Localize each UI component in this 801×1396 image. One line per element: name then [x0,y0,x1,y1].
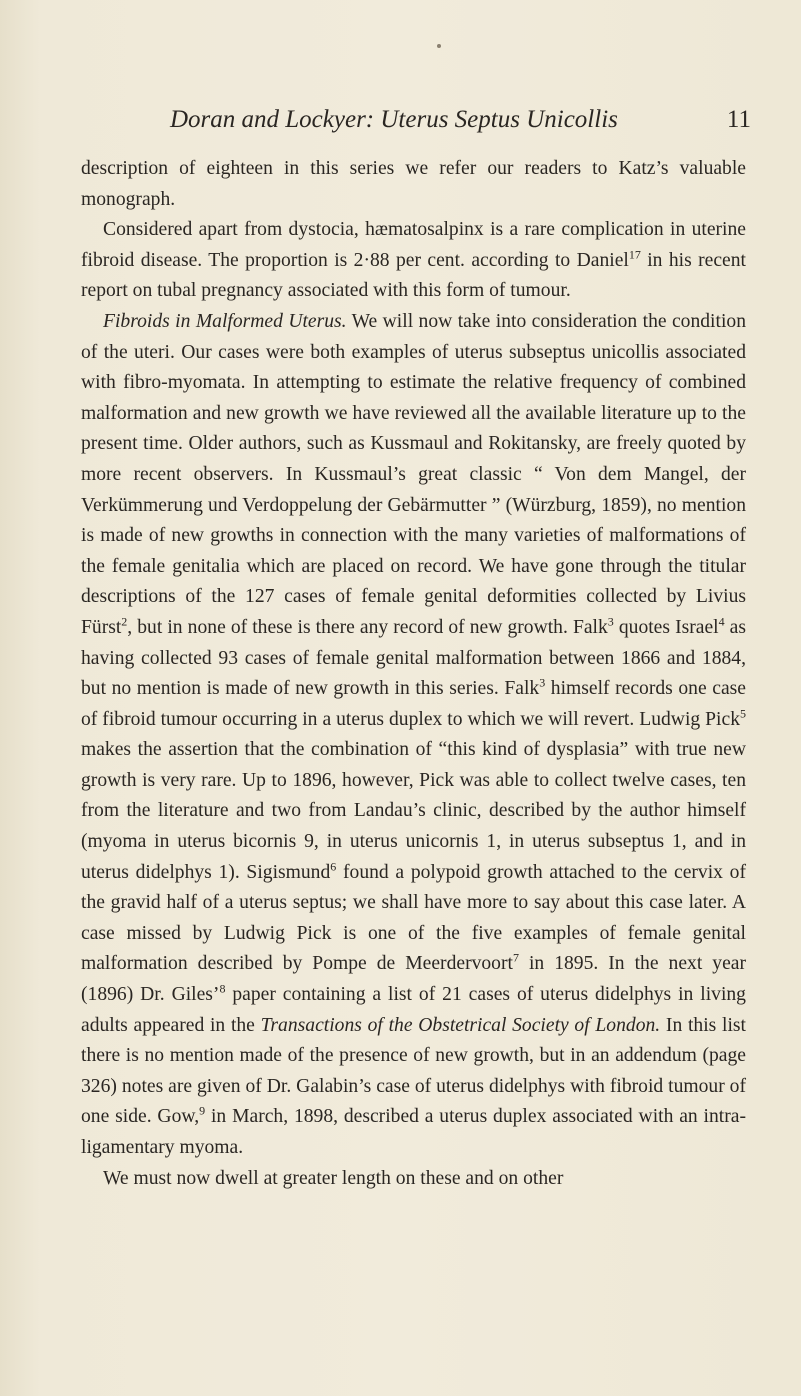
paragraph-3-d: as having collected 93 cases of female genital malformation between 1866 and 1884, but no mention is made of new growth in this series. Falk [81,616,746,700]
paragraph-2 [81,215,746,307]
paragraph-3-a: We will now take into consideration the condition of the uteri. Our cases were both examples of uterus subseptus unicollis associated with fibro-myomata. In attempting to estimate the relative frequency of combined malformation and new growth we have reviewed all the available literature up to the present time. Older authors, such as Kussmaul and Rokitansky, are freely quoted by more recent observers. In Kussmaul’s great classic “ Von dem Mangel, der Verkümmerung und Verdoppelung der Gebärmutter ” (Würzburg, 1859), no mention is made of new growths in connection with the many varieties of malformations of the female genitalia which are placed on record. We have gone through the titular descriptions of the 127 cases of female genital deformities collected by Livius Fürst [81,310,746,638]
paragraph-3 [81,307,746,1164]
paragraph-2-text: Considered apart from dystocia, hæmatosalpinx is a rare complication in uterine fibroid disease. The proportion is 2·88 per cent. according to Daniel [81,219,746,271]
body-text [81,154,746,1194]
paragraph-3-i: paper containing a list of 21 cases of uterus didelphys in living adults appeared in the [81,984,746,1036]
footnote-ref-5: 5 [740,706,746,721]
section-heading: Fibroids in Malformed Uterus. [103,310,347,332]
paragraph-3-b: , but in none of these is there any record of new growth. Falk [127,616,608,638]
journal-title: Transactions of the Obstetrical Society of London. [260,1014,661,1036]
paragraph-3-j: In this list there is no mention made of the presence of new growth, but in an addendum (page 326) notes are given of Dr. Galabin’s case of uterus didelphys with fibroid tumour of one side. Gow, [81,1014,746,1128]
paragraph-3-h: in 1895. In the next year (1896) Dr. Giles’ [81,953,746,1006]
footnote-ref-3b: 3 [539,675,546,690]
footnote-ref-2: 2 [121,614,128,629]
paragraph-3-f: makes the assertion that the combination of “this kind of dysplasia” with true new growth is very rare. Up to 1896, however, Pick was able to collect twelve cases, ten from the literature and two from Landau’s clinic, described by the author himself (myoma in uterus bicornis 9, in uterus unicornis 1, in uterus subseptus 1, and in uterus didelphys 1). Sigismund [81,739,746,883]
paragraph-3-g: found a polypoid growth attached to the cervix of the gravid half of a uterus septus; we shall have more to say about this case later. A case missed by Ludwig Pick is one of the five examples of female genital malformation described by Pompe de Meerdervoort [81,861,746,975]
footnote-ref-4: 4 [718,614,725,629]
footnote-ref-9: 9 [199,1103,206,1118]
paragraph-1: description of eighteen in this series we refer our readers to Katz’s valuable monograph. [81,158,746,210]
footnote-ref-17: 17 [628,247,641,262]
page-header [170,106,751,140]
paragraph-3-e: himself records one case of fibroid tumour occurring in a uterus duplex to which we will revert. Ludwig Pick [81,678,746,730]
running-head: Doran and Lockyer: Uterus Septus Unicollis [170,106,618,133]
footnote-ref-7: 7 [512,950,519,965]
footnote-ref-8: 8 [219,981,226,996]
paper-speck [437,44,441,48]
paragraph-3-k: in March, 1898, described a uterus duplex associated with an intra-ligamentary myoma. [81,1106,746,1158]
paragraph-3-c: quotes Israel [613,616,719,638]
paragraph-2-tail: in his recent report on tubal pregnancy associated with this form of tumour. [81,249,746,302]
page-number: 11 [726,106,751,133]
paragraph-4: We must now dwell at greater length on these and on other [103,1167,564,1189]
footnote-ref-3: 3 [607,614,614,629]
footnote-ref-6: 6 [330,859,337,874]
